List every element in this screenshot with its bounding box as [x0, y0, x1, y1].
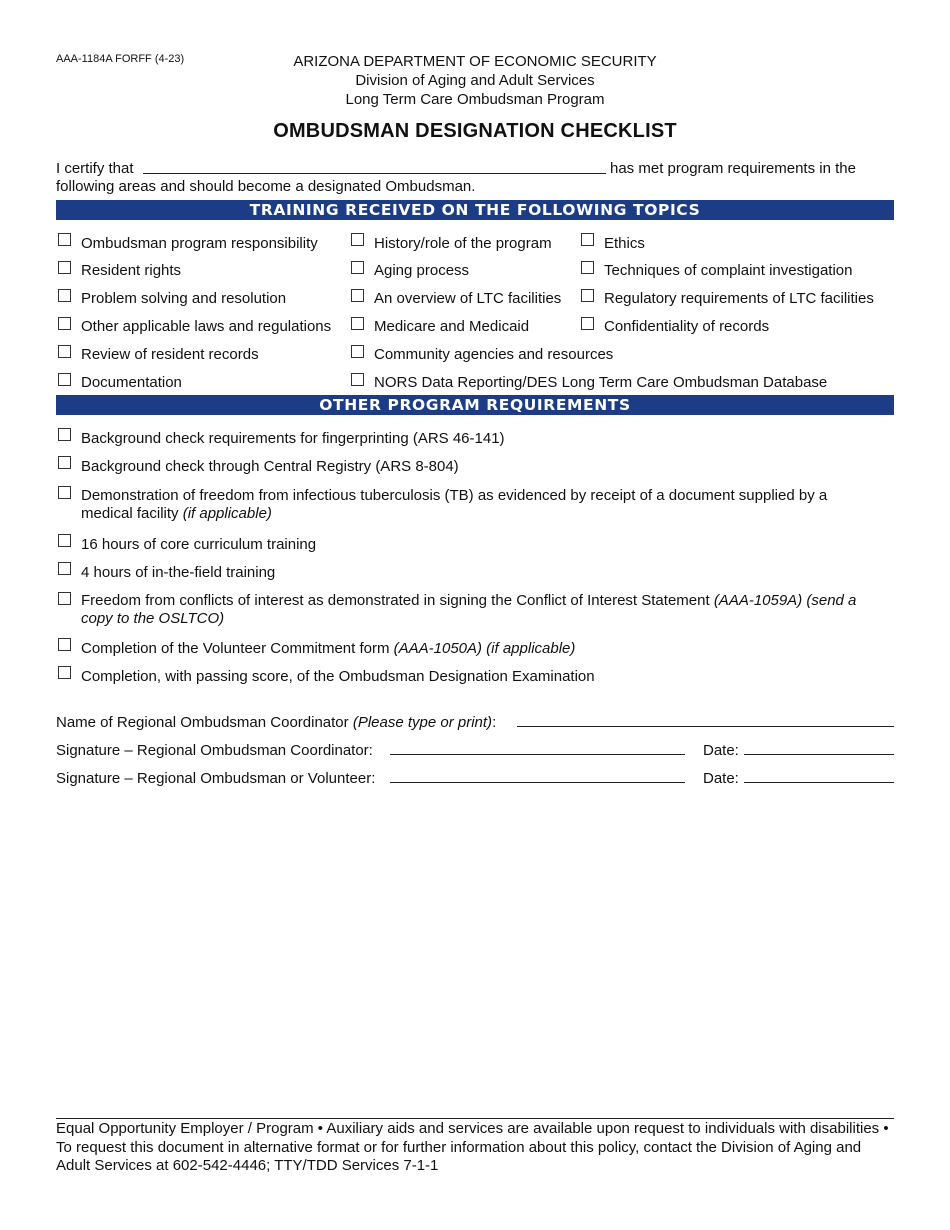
requirement-item	[81, 487, 881, 523]
checkbox-label: Regulatory requirements of LTC facilities	[604, 290, 874, 307]
checkbox-label: Documentation	[81, 374, 182, 391]
coordinator-signature-label: Signature – Regional Ombudsman Coordinator:	[56, 742, 373, 759]
checkbox-label: NORS Data Reporting/DES Long Term Care Ombudsman Database	[374, 374, 828, 391]
label-hint: (Please type or print)	[352, 714, 493, 731]
checkbox[interactable]	[581, 261, 594, 274]
label-colon: :	[492, 714, 497, 731]
program-name: Long Term Care Ombudsman Program	[345, 91, 605, 108]
checkbox-label: Confidentiality of records	[604, 318, 770, 335]
checkbox-label: An overview of LTC facilities	[374, 290, 562, 307]
checkbox-label: Ombudsman program responsibility	[81, 235, 318, 252]
checkbox-label: Ethics	[604, 235, 645, 252]
footer-divider	[56, 1118, 894, 1119]
volunteer-date-field[interactable]	[744, 782, 894, 783]
coordinator-name-field[interactable]	[517, 726, 894, 727]
checkbox[interactable]	[351, 317, 364, 330]
coordinator-signature-field[interactable]	[390, 754, 685, 755]
page-title: OMBUDSMAN DESIGNATION CHECKLIST	[273, 120, 677, 142]
coordinator-name-label	[56, 714, 496, 731]
checkbox[interactable]	[351, 289, 364, 302]
other-requirements-heading: OTHER PROGRAM REQUIREMENTS	[56, 395, 894, 415]
checkbox-label: Review of resident records	[81, 346, 259, 363]
checkbox[interactable]	[58, 428, 71, 441]
checkbox-label: Techniques of complaint investigation	[604, 262, 853, 279]
checkbox[interactable]	[58, 317, 71, 330]
requirement-text: Demonstration of freedom from infectious tuberculosis (TB) as evidenced by receipt of a document supplied by a medical facility	[81, 487, 828, 522]
requirement-note: (AAA-1050A) (if applicable)	[393, 640, 576, 657]
checkbox[interactable]	[351, 345, 364, 358]
training-section-heading: TRAINING RECEIVED ON THE FOLLOWING TOPICS	[56, 200, 894, 220]
department-name: ARIZONA DEPARTMENT OF ECONOMIC SECURITY	[293, 53, 657, 70]
requirement-text: Completion of the Volunteer Commitment form	[81, 640, 394, 657]
requirement-text: Completion, with passing score, of the Ombudsman Designation Examination	[81, 668, 595, 685]
footer-notice: Equal Opportunity Employer / Program • Auxiliary aids and services are available upon request to individuals with disabilities • To request this document in alternative format or for further information about this policy, contact the Division of Aging and Adult Services at 602-542-4446; TTY/TDD Services 7-1-1	[56, 1120, 889, 1174]
requirement-item	[81, 640, 575, 657]
checkbox-label: History/role of the program	[374, 235, 552, 252]
checkbox[interactable]	[351, 233, 364, 246]
checkbox[interactable]	[58, 456, 71, 469]
certify-suffix: has met program requirements in the	[610, 160, 856, 177]
checkbox-label: Aging process	[374, 262, 470, 279]
requirement-note: (if applicable)	[182, 505, 272, 522]
checkbox[interactable]	[58, 562, 71, 575]
requirement-text: Background check through Central Registry (ARS 8-804)	[81, 458, 459, 475]
date-label: Date:	[703, 770, 739, 787]
requirement-text: Freedom from conflicts of interest as demonstrated in signing the Conflict of Interest Statement	[81, 592, 714, 609]
requirement-text: 16 hours of core curriculum training	[81, 536, 317, 553]
ombudsman-name-field[interactable]	[143, 173, 606, 174]
checkbox-label: Problem solving and resolution	[81, 290, 287, 307]
form-id: AAA-1184A FORFF (4-23)	[56, 53, 185, 65]
date-label: Date:	[703, 742, 739, 759]
division-name: Division of Aging and Adult Services	[355, 72, 595, 89]
certify-prefix: I certify that	[56, 160, 134, 177]
checkbox-label: Community agencies and resources	[374, 346, 614, 363]
checkbox[interactable]	[58, 373, 71, 386]
coordinator-date-field[interactable]	[744, 754, 894, 755]
checkbox[interactable]	[58, 345, 71, 358]
requirement-text: 4 hours of in-the-field training	[81, 564, 276, 581]
volunteer-signature-label: Signature – Regional Ombudsman or Volunteer:	[56, 770, 376, 787]
requirement-item	[81, 592, 891, 628]
checkbox[interactable]	[581, 289, 594, 302]
checkbox[interactable]	[351, 373, 364, 386]
checkbox[interactable]	[58, 289, 71, 302]
checkbox[interactable]	[58, 666, 71, 679]
checkbox[interactable]	[351, 261, 364, 274]
checkbox[interactable]	[58, 592, 71, 605]
checkbox[interactable]	[58, 233, 71, 246]
checkbox[interactable]	[58, 534, 71, 547]
checkbox[interactable]	[581, 317, 594, 330]
checkbox[interactable]	[58, 261, 71, 274]
checkbox[interactable]	[58, 486, 71, 499]
requirement-note: (AAA-1059A) (send a copy to the OSLTCO)	[81, 592, 857, 627]
volunteer-signature-field[interactable]	[390, 782, 685, 783]
requirement-text: Background check requirements for fingerprinting (ARS 46-141)	[81, 430, 505, 447]
checkbox-label: Medicare and Medicaid	[374, 318, 530, 335]
checkbox-label: Other applicable laws and regulations	[81, 318, 332, 335]
certify-line-2: following areas and should become a designated Ombudsman.	[56, 178, 476, 195]
label-text: Name of Regional Ombudsman Coordinator	[56, 714, 353, 731]
checkbox[interactable]	[58, 638, 71, 651]
checkbox-label: Resident rights	[81, 262, 182, 279]
checkbox[interactable]	[581, 233, 594, 246]
